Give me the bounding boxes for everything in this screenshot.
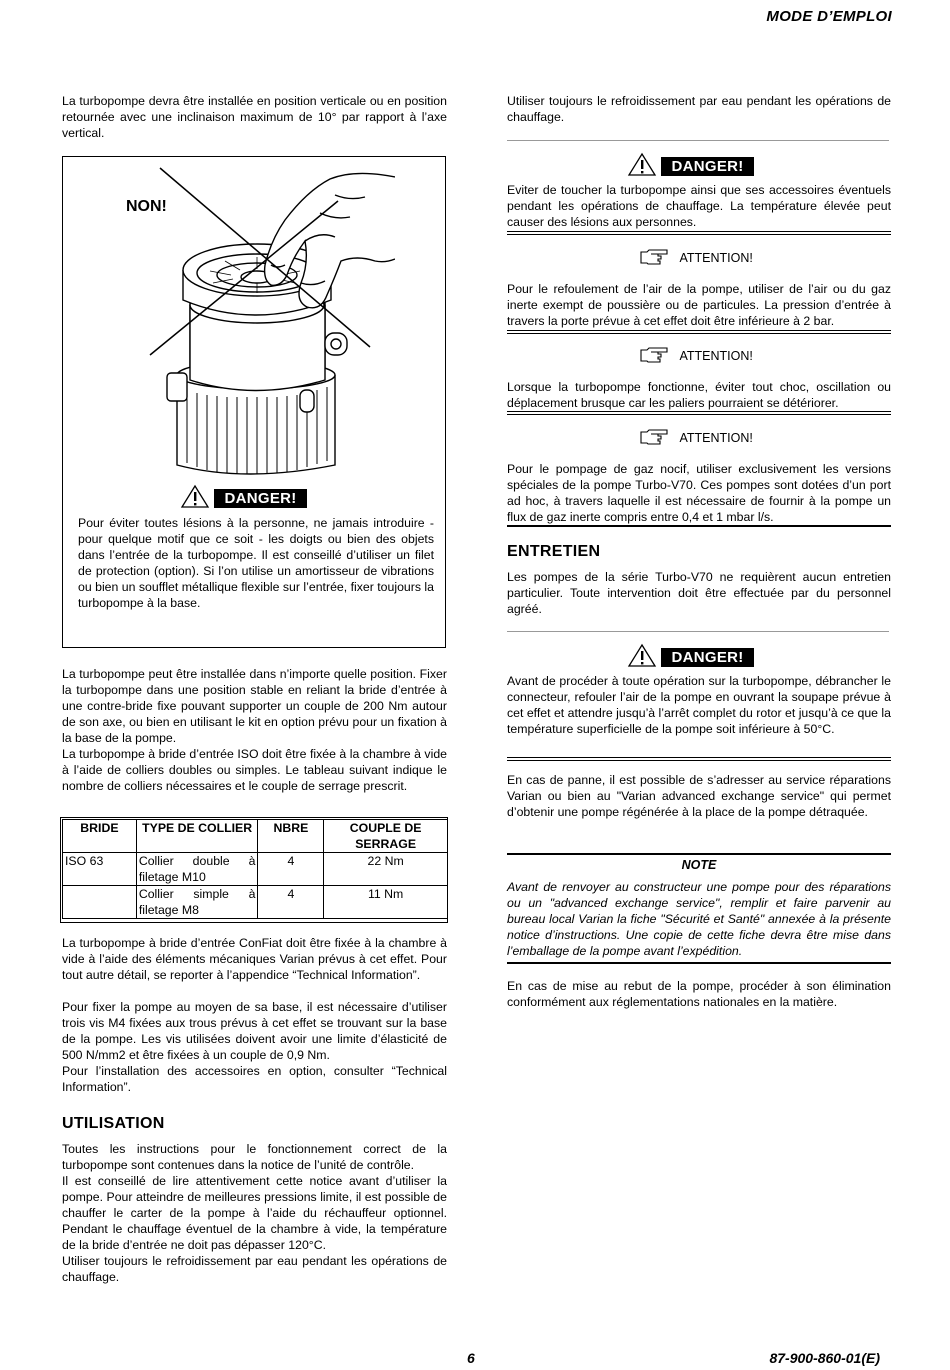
table-cell: 11 Nm xyxy=(324,886,448,919)
attention-text-1: Pour le refoulement de l’air de la pompe, utiliser de l’air ou du gaz inerte exempt de poussière ou de particules. La pression d’entrée à travers la porte prévue à cet effet doit être inférieure à 2 bar. xyxy=(507,282,891,328)
page-number: 6 xyxy=(467,1350,475,1366)
utilisation-paragraph-3: Utiliser toujours le refroidissement par eau pendant les opérations de chauffage. xyxy=(62,1254,447,1284)
table-cell: 22 Nm xyxy=(324,853,448,886)
utilisation-paragraph-1: Toutes les instructions pour le fonctionnement correct de la turbopompe sont contenues dans la notice de l’unité de contrôle. xyxy=(62,1142,447,1172)
attention-text-2: Lorsque la turbopompe fonctionne, éviter tout choc, oscillation ou déplacement brusque car les paliers pourraient se détériorer. xyxy=(507,380,891,410)
divider xyxy=(507,853,891,855)
attention-heading-1 xyxy=(640,249,753,266)
danger-badge: DANGER! xyxy=(214,489,306,508)
utilisation-heading: UTILISATION xyxy=(62,1115,165,1132)
panne-paragraph: En cas de panne, il est possible de s’adresser au service réparations Varian ou bien au "Varian advanced exchange service" qui permet d’obtenir une pompe régénérée à la place de la pompe détraquée. xyxy=(507,773,891,819)
table-header-cell: BRIDE xyxy=(63,820,137,853)
danger-heading-right-1 xyxy=(627,152,754,176)
divider xyxy=(507,757,891,761)
pointing-hand-icon xyxy=(640,429,670,446)
danger-heading-right-2 xyxy=(627,643,754,667)
right-paragraph-1: Utiliser toujours le refroidissement par eau pendant les opérations de chauffage. xyxy=(507,94,891,124)
warning-triangle-icon xyxy=(627,643,657,667)
divider xyxy=(507,140,889,141)
danger-badge: DANGER! xyxy=(661,157,753,176)
danger-heading-left xyxy=(180,484,307,508)
attention-text-3: Pour le pompage de gaz nocif, utiliser exclusivement les versions spéciales de la pompe Turbo-V70. Ces pompes sont dotées d’un port ad hoc, à travers laquelle il est nécessaire de fournir à la pompe un flux de gaz inerte compris entre 0,4 et 1 mbar l/s. xyxy=(507,462,891,524)
table-cell xyxy=(63,886,137,919)
table-row xyxy=(63,853,448,886)
entretien-heading: ENTRETIEN xyxy=(507,543,601,560)
divider xyxy=(507,411,891,415)
install-paragraph-4: Pour fixer la pompe au moyen de sa base, il est nécessaire d’utiliser trois vis M4 fixées aux trous prévus à cet effet se trouvant sur la base de la pompe. Les vis utilisées doivent avoir une limite d’élasticité de 500 N/mm2 et être fixées à un couple de 0,9 Nm. xyxy=(62,1000,447,1062)
utilisation-paragraph-2: Il est conseillé de lire attentivement cette notice avant d’utiliser la pompe. Pour atteindre de meilleures pressions limite, il est possible de chauffer le carter de la pompe à l’aide du réchauffeur optionnel. Pendant le chauffage éventuel de la chambre à vide, la température de la bride d’entrée ne doit pas dépasser 120°C. xyxy=(62,1174,447,1252)
pointing-hand-icon xyxy=(640,249,670,266)
entretien-paragraph: Les pompes de la série Turbo-V70 ne requièrent aucun entretien particulier. Toute intervention doit être effectuée par du personnel agréé. xyxy=(507,570,891,616)
table-cell: 4 xyxy=(258,886,324,919)
attention-label: ATTENTION! xyxy=(679,431,753,445)
attention-label: ATTENTION! xyxy=(679,349,753,363)
table-header-cell: NBRE xyxy=(258,820,324,853)
attention-label: ATTENTION! xyxy=(679,251,753,265)
table-row xyxy=(63,886,448,919)
install-paragraph-5: Pour l’installation des accessoires en option, consulter “Technical Information”. xyxy=(62,1064,447,1094)
page-header-title: MODE D’EMPLOI xyxy=(766,8,892,25)
table-cell: 4 xyxy=(258,853,324,886)
pointing-hand-icon xyxy=(640,347,670,364)
table-cell: Collier double à filetage M10 xyxy=(136,853,258,886)
note-label: NOTE xyxy=(681,858,717,872)
table-header-cell: TYPE DE COLLIER xyxy=(136,820,258,853)
install-paragraph-3: La turbopompe à bride d’entrée ConFiat doit être fixée à la chambre à vide à l’aide des éléments mécaniques Varian prévus à cet effet. Pour tout autre détail, se reporter à l’appendice “Technical Information”. xyxy=(62,936,447,982)
divider xyxy=(507,330,891,334)
warning-triangle-icon xyxy=(180,484,210,508)
danger-text-2: Avant de procéder à toute opération sur la turbopompe, débrancher le connecteur, refouler l’air de la pompe en ouvrant la soupape prévue à cet effet et attendre jusqu’à l’arrêt complet du rotor et jusqu’à ce que la température superficielle de la pompe soit inférieure à 50°C. xyxy=(507,674,891,736)
divider xyxy=(507,631,889,632)
table-cell: Collier simple à filetage M8 xyxy=(136,886,258,919)
divider xyxy=(507,231,891,235)
divider xyxy=(507,962,891,964)
install-paragraph-1: La turbopompe peut être installée dans n’importe quelle position. Fixer la turbopompe dans une position stable en reliant la bride d’entrée à une contre-bride fixe pouvant supporter un couple de 200 Nm autour de son axe, ou bien en utilisant le kit en option prévu pour un fixation à la base de la pompe. xyxy=(62,667,447,745)
no-label: NON! xyxy=(126,198,167,215)
danger-badge: DANGER! xyxy=(661,648,753,667)
note-text: Avant de renvoyer au constructeur une pompe pour des réparations ou un "advanced exchange service", remplir et faire parvenir au bureau local Varian la fiche "Sécurité et Santé" annexée à la présente notice d’instructions. Une copie de cette fiche devra être mise dans l’emballage de la pompe avant l’expédition. xyxy=(507,880,891,958)
warning-triangle-icon xyxy=(627,152,657,176)
danger-text-1: Eviter de toucher la turbopompe ainsi que ses accessoires éventuels pendant les opérations de chauffage. La température élevée peut causer des lésions aux personnes. xyxy=(507,183,891,229)
danger-box-text: Pour éviter toutes lésions à la personne, ne jamais introduire - pour quelque motif que ce soit - les doigts ou bien des objets dans l’entrée de la turbopompe. Il est conseillé d’utiliser un filet de protection (option). Si l’on utilise un amortisseur de vibrations ou bien un soufflet métallique flexible sur l’entrée, fixer toujours la turbopompe à la base. xyxy=(78,516,434,610)
rebut-paragraph: En cas de mise au rebut de la pompe, procéder à son élimination conformément aux réglementations nationales en la matière. xyxy=(507,979,891,1009)
table-header-cell: COUPLE DE SERRAGE xyxy=(324,820,448,853)
attention-heading-3 xyxy=(640,429,753,446)
table-header-row xyxy=(63,820,448,853)
collar-table xyxy=(62,819,448,919)
divider xyxy=(507,525,891,527)
document-reference: 87-900-860-01(E) xyxy=(769,1350,880,1366)
intro-paragraph: La turbopompe devra être installée en position verticale ou en position retournée avec une inclinaison maximum de 10° par rapport à l’axe vertical. xyxy=(62,94,447,140)
table-cell: ISO 63 xyxy=(63,853,137,886)
install-paragraph-2: La turbopompe à bride d’entrée ISO doit être fixée à la chambre à vide à l’aide de colliers doubles ou simples. Le tableau suivant indique le nombre de colliers nécessaires et le couple de serrage prescrit. xyxy=(62,747,447,793)
attention-heading-2 xyxy=(640,347,753,364)
